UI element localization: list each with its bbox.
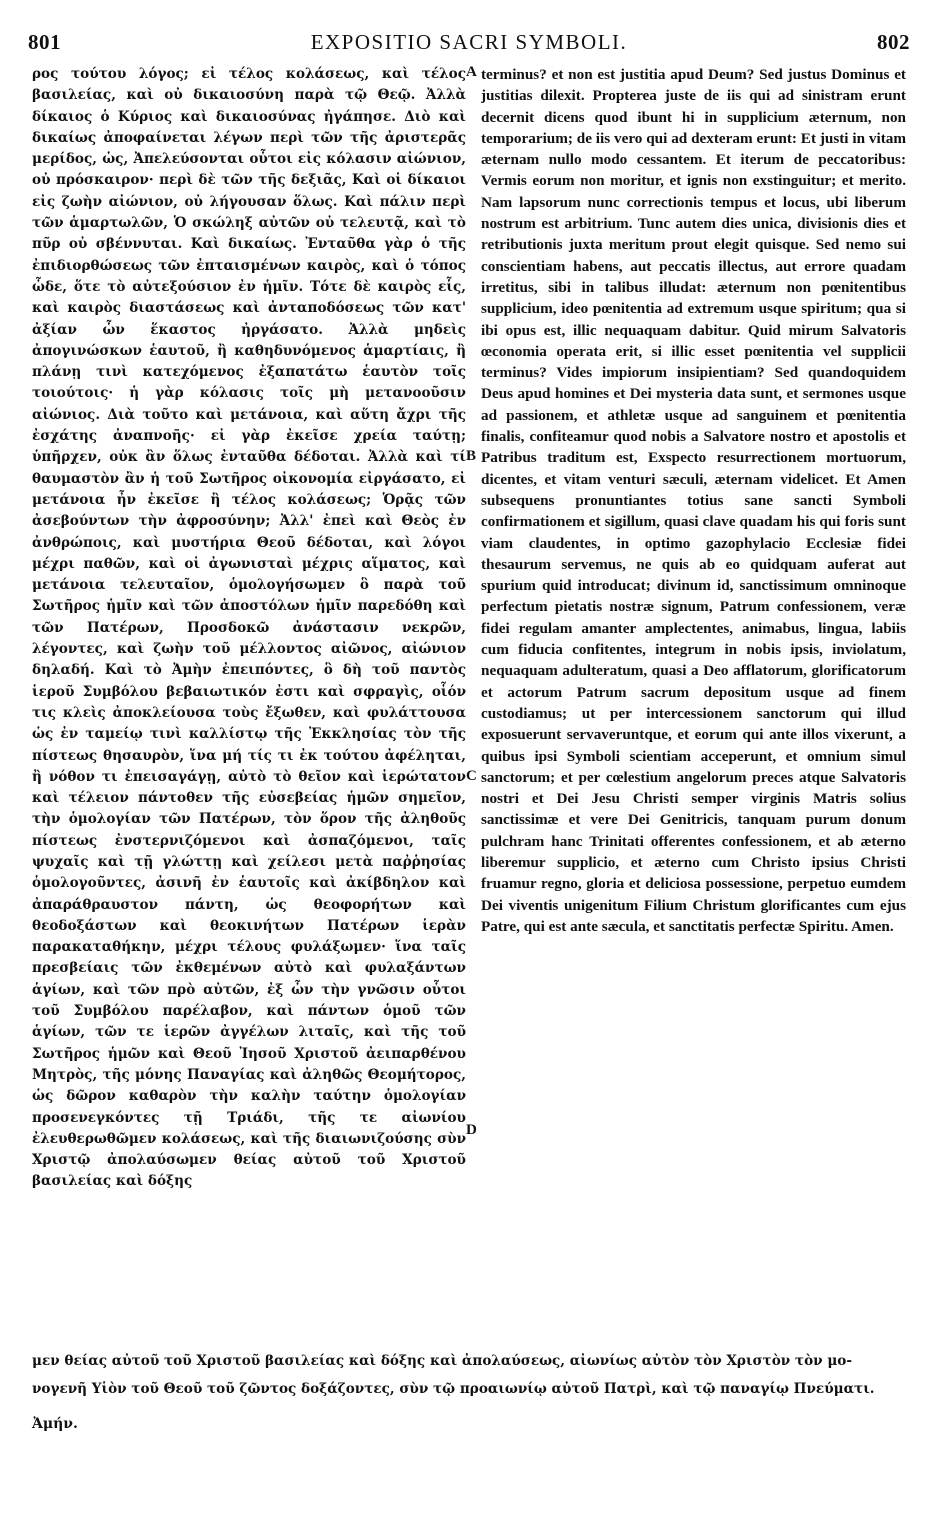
page-number-left: 801	[28, 30, 61, 54]
latin-column	[481, 64, 906, 1384]
latin-text: terminus? et non est justitia apud Deum? Sed justus Dominus et justitias dilexit. Propterea juste de iis qui ad sinistram erunt decernit dicens quod ibunt hi in supplicium æternum, non temporarium; de iis vero qui ad dexteram erunt: Et justi in vitam æternam nullo modo cessantem. Et iterum de peccatoribus: Vermis eorum non moritur, et ignis non exstinguitur; et merito. Nam lapsorum nunc correctionis tempus et locus, ubi liberum nostrum est arbitrium. Tunc autem dies unica, divisionis dies et retributionis juxta meritum prout elegit quisque. Sed nemo sui conscientiam habens, aut peccatis illectus, aut errore quadam irretitus, sibi in talibus illudat: æternum non pœnitentibus supplicium, ideo pœnitentia ad extremum usque spiritum; qua si ibi opus est, illic nequaquam dabitur. Quid mirum Salvatoris œconomia operata erit, si illic esset pœnitentia vel supplicii terminus? Vides impiorum insipientiam? Sed quandoquidem Deus apud homines et Dei mysteria data sunt, et sermones usque ad passionem, et athletæ usque ad sanguinem et pœnitentia finalis, confiteamur quod nobis a Salvatore nostro et apostolis et Patribus traditum est, Exspecto resurrectionem mortuorum, dicentes, et vitam venturi sæculi, æternam videlicet. Et Amen subsequens pronuntiantes totius sane sancti Symboli confirmationem et sigillum, quasi clave quadam his qui foris sunt viam claudentes, in optimo gazophylacio Ecclesiæ fidei thesaurum servemus, ne quis ab eo quidquam auferat aut spurium quid introducat; divinum id, sanctissimum omninoque perfectum pietatis nostræ signum, Patrum confessionem, veræ fidei regulam amanter amplectentes, animabus, lingua, labiis cum fiducia confitentes, integrum in nobis ipsis, inviolatum, nequaquam adulteratum, quasi a Deo afflatorum, glorificatorum et actorum Patrum sacrum depositum usque ad finem custodiamus; ut per intercessionem sanctorum qui illud exposuerunt servaveruntque, et eorum qui ante illos vixerunt, a quibus ipsi Symboli scientiam acceperunt, et omnium simul sanctorum; et per cœlestium angelorum preces atque Salvatoris nostri et Dei Jesu Christi semper virginis Matris solius sanctissimæ et vere Dei Genitricis, tanquam purum donum pulchram hanc Trinitati offerentes confessionem, et ab æterno liberemur supplicio, et æterno cum Christo ipsius Christi fruamur regno, gloria et deliciosa possessione, perpetuo eumdem Dei viventis unigenitum Filium Christum glorificantes cum ejus Patre, qui est ante sæcula, et sanctitatis perfectæ Spiritu. Amen.	[481, 66, 906, 935]
section-marker-c: C	[466, 768, 477, 784]
footer-greek-line-2	[32, 1378, 906, 1400]
page-number-right: 802	[877, 30, 910, 54]
page-header	[28, 30, 910, 60]
section-marker-d: D	[466, 1122, 477, 1138]
footer-text-2: νογενῆ Υἱὸν τοῦ Θεοῦ τοῦ ζῶντος δοξάζοντες, σὺν τῷ προαιωνίῳ αὐτοῦ Πατρὶ, καὶ τῷ παναγίῳ Πνεύματι.	[32, 1381, 875, 1397]
greek-text: ρος τούτου λόγος; εἰ τέλος κολάσεως, καὶ τέλος βασιλείας, καὶ οὐ δικαιοσύνη παρὰ τῷ Θεῷ. Ἀλλὰ δίκαιος ὁ Κύριος καὶ δικαιοσύνας ἠγάπησε. Διὸ καὶ δικαίως ἀποφαίνεται λέγων περὶ τῶν τῆς ἀριστερᾶς μερίδος, ὡς, Ἀπελεύσονται οὗτοι εἰς κόλασιν αἰώνιον, οὐ πρόσκαιρον· περὶ δὲ τῶν τῆς δεξιᾶς, Καὶ οἱ δίκαιοι εἰς ζωὴν αἰώνιον, οὐ λήγουσαν ὅλως. Καὶ πάλιν περὶ τῶν ἁμαρτωλῶν, Ὁ σκώληξ αὐτῶν οὐ τελευτᾷ, καὶ τὸ πῦρ οὐ σβέννυται. Καὶ δικαίως. Ἐνταῦθα γὰρ ὁ τῆς ἐπιδιορθώσεως τῶν ἐπταισμένων καιρὸς, καὶ ὁ τόπος ὧδε, ὅτε τὸ αὐτεξούσιον ἐν ἡμῖν. Τότε δὲ καιρὸς εἷς, καὶ καιρὸς διαστάσεως καὶ ἀνταποδόσεως τῶν κατ' ἀξίαν ὧν ἕκαστος ἠργάσατο. Ἀλλὰ μηδεὶς ἀπογινώσκων ἑαυτοῦ, ἢ καθηδυνόμενος ἁμαρτίαις, ἢ πλάνῃ τινὶ κατεχόμενος ἐξαπατάτω ἑαυτὸν τοῖς τοιούτοις· ἡ γὰρ κόλασις τοῖς μὴ μετανοοῦσιν αἰώνιος. Διὰ τοῦτο καὶ μετάνοια, καὶ αὕτη ἄχρι τῆς ἐσχάτης ἀναπνοῆς· εἰ γὰρ ἐκεῖσε χρεία ταύτῃ; ὑπῆρχεν, οὐκ ἂν ὅλως ἐνταῦθα δέδοται. Ἀλλὰ καὶ τί θαυμαστὸν ἂν ἡ τοῦ Σωτῆρος οἰκονομία εἰργάσατο, εἰ μετάνοια ἦν ἐκεῖσε ἢ τέλος κολάσεως; Ὁρᾷς τῶν ἀσεβούντων τὴν ἀφροσύνην; Ἀλλ' ἐπεὶ καὶ Θεὸς ἐν ἀνθρώποις, καὶ μυστήρια Θεοῦ δέδοται, καὶ λόγοι μέχρι παθῶν, καὶ οἱ ἀγωνισταὶ μέχρις αἵματος, καὶ μετάνοια τελευταῖον, ὁμολογήσωμεν ὃ παρὰ τοῦ Σωτῆρος ἡμῖν καὶ τῶν ἀποστόλων ἡμῖν παρεδόθη καὶ τῶν Πατέρων, Προσδοκῶ ἀνάστασιν νεκρῶν, λέγοντες, καὶ ζωὴν τοῦ μέλλοντος αἰῶνος, αἰώνιον δηλαδή. Καὶ τὸ Ἀμὴν ἐπειπόντες, ὃ δὴ τοῦ παντὸς ἱεροῦ Συμβόλου βεβαιωτικόν ἐστι καὶ σφραγὶς, οἷόν τις κλεὶς ἀποκλείουσα τοὺς ἔξωθεν, καὶ φυλάττουσα ὡς ἐν ταμείῳ τινὶ καλλίστῳ τῆς Ἐκκλησίας τὸν τῆς πίστεως θησαυρὸν, ἵνα μή τίς τι ἐκ τούτου ἀφέληται, ἢ νόθον τι ἐπεισαγάγῃ, αὐτὸ τὸ θεῖον καὶ ἱερώτατον καὶ τέλειον πάντοθεν τῆς εὐσεβείας ἡμῶν σημεῖον, τὴν ὁμολογίαν τῶν Πατέρων, τὸν ὅρον τῆς ἀληθοῦς πίστεως ἐνστερνιζόμενοι καὶ ἀσπαζόμενοι, ταῖς ψυχαῖς καὶ τῇ γλώττῃ καὶ χείλεσι μετὰ παῤῥησίας ὁμολογοῦντες, ἀσινῆ ἐν ἑαυτοῖς καὶ ἀκίβδηλον καὶ ἀπαράθραυστον πάντη, ὡς θεοφορήτων καὶ θεοδοξάστων καὶ θεοκινήτων Πατέρων ἱερὰν παρακαταθήκην, μέχρι τέλους φυλάξωμεν· ἵνα ταῖς πρεσβείαις τῶν ἐκθεμένων αὐτὸ καὶ φυλαξάντων ἁγίων, καὶ τῶν πρὸ αὐτῶν, ἐξ ὧν τὴν γνῶσιν οὗτοι τοῦ Συμβόλου παρέλαβον, καὶ πάντων ὁμοῦ τῶν ἁγίων, τῶν τε ἱερῶν ἀγγέλων λιταῖς, καὶ τῆς τοῦ Σωτῆρος ἡμῶν καὶ Θεοῦ Ἰησοῦ Χριστοῦ ἀειπαρθένου Μητρὸς, τῆς μόνης Παναγίας καὶ ἀληθῶς Θεομήτορος, ὡς δῶρον καθαρὸν τὴν καλὴν ταύτην ὁμολογίαν προσενεγκόντες τῇ Τριάδι, τῆς τε αἰωνίου ἐλευθερωθῶμεν κολάσεως, καὶ τῆς διαιωνιζούσης σὺν Χριστῷ ἀπολαύσωμεν θείας αὐτοῦ τοῦ Χριστοῦ βασιλείας καὶ δόξης	[32, 66, 466, 1190]
footer-greek-line-1	[32, 1350, 906, 1372]
section-marker-b: B	[466, 448, 477, 464]
running-title: EXPOSITIO SACRI SYMBOLI.	[310, 30, 628, 54]
footer-text-1: μεν θείας αὐτοῦ τοῦ Χριστοῦ βασιλείας καὶ δόξης καὶ ἀπολαύσεως, αἰωνίως αὐτὸν τὸν Χριστὸν τὸν μο-	[32, 1353, 852, 1369]
greek-column	[32, 64, 466, 1384]
section-marker-a: A	[466, 64, 477, 80]
closing-amen: Ἀμήν.	[32, 1416, 78, 1432]
